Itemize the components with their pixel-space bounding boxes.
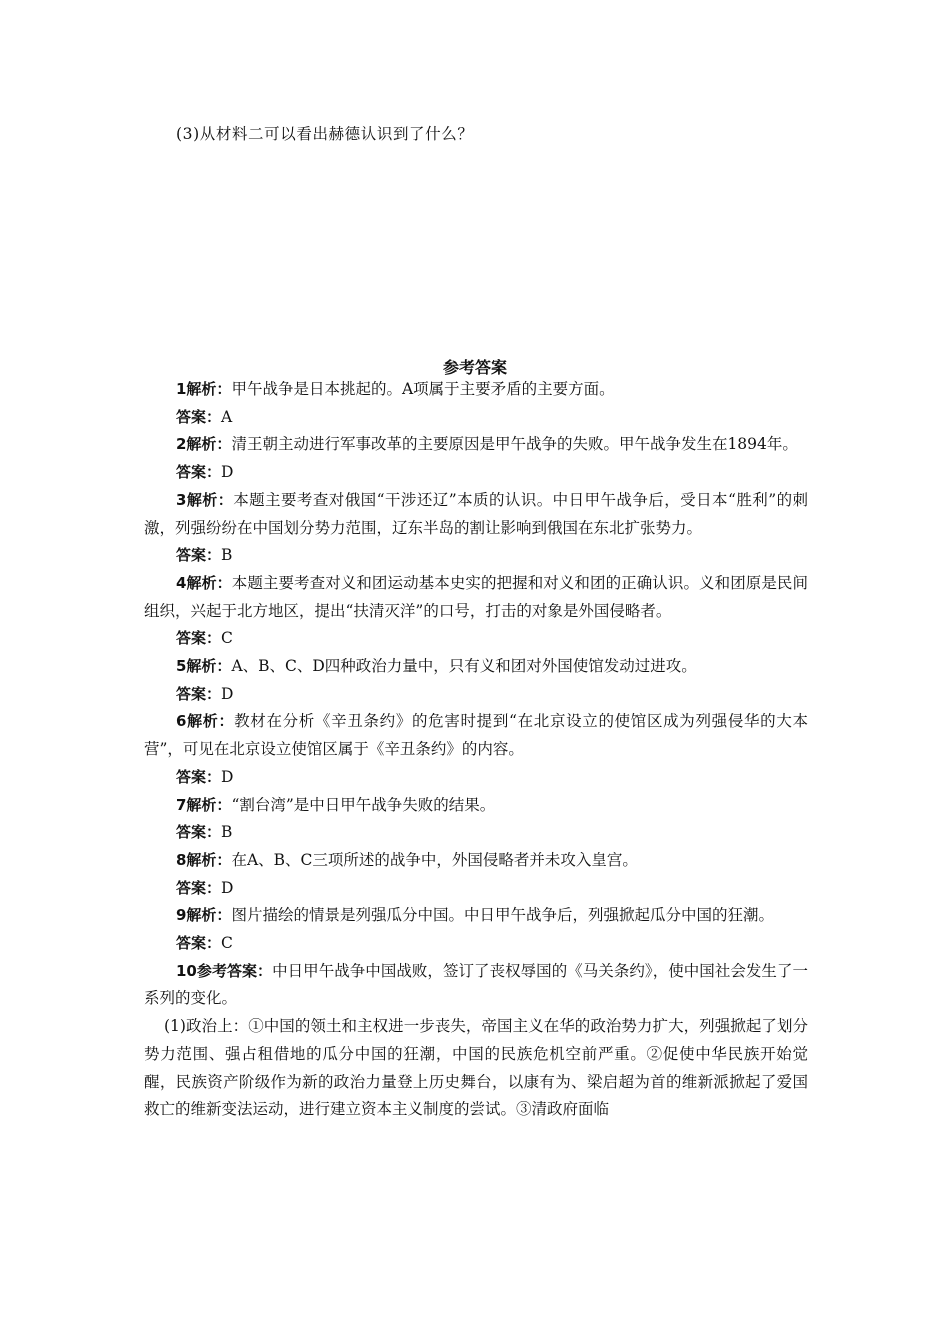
- item-label: 答案：: [176, 629, 222, 648]
- answer-3-analysis: [144, 487, 808, 542]
- item-label: 答案：: [176, 684, 222, 703]
- item-text: A: [221, 407, 233, 426]
- item-label: 10参考答案：: [176, 961, 273, 980]
- item-text: 中日甲午战争中国战败，签订了丧权辱国的《马关条约》，使中国社会发生了一系列的变化。: [144, 961, 809, 1008]
- item-text: 在A、B、C三项所述的战争中，外国侵略者并未攻入皇宫。: [231, 850, 638, 869]
- item-label: 答案：: [176, 878, 222, 897]
- answer-7-analysis: [144, 792, 808, 820]
- answer-4-key: [144, 625, 808, 653]
- item-label: 答案：: [176, 767, 222, 786]
- answer-5-analysis: [144, 653, 808, 681]
- item-label: 6解析：: [176, 712, 235, 731]
- item-label: 3解析：: [176, 490, 234, 509]
- answer-10-political: [144, 1013, 808, 1124]
- item-label: 5解析：: [176, 657, 232, 676]
- item-text: 本题主要考查对俄国“干涉还辽”本质的认识。中日甲午战争后，受日本“胜利”的刺激，列强纷纷在中国划分势力范围，辽东半岛的割让影响到俄国在东北扩张势力。: [144, 490, 809, 537]
- item-text: B: [221, 823, 233, 842]
- item-text: D: [221, 684, 234, 703]
- item-label: 2解析：: [176, 435, 232, 454]
- item-text: 图片描绘的情景是列强瓜分中国。中日甲午战争后，列强掀起瓜分中国的狂潮。: [231, 906, 774, 925]
- answer-list: [144, 376, 808, 1124]
- item-text: (1)政治上：①中国的领土和主权进一步丧失，帝国主义在华的政治势力扩大，列强掀起了划分势力范围、强占租借地的瓜分中国的狂潮，中国的民族危机空前严重。②促使中华民族开始觉醒，民族资产阶级作为新的政治力量登上历史舞台，以康有为、梁启超为首的维新派掀起了爱国救亡的维新变法运动，进行建立资本主义制度的尝试。③清政府面临: [144, 1017, 808, 1119]
- item-label: 1解析：: [176, 380, 232, 398]
- answer-1-key: [144, 404, 808, 432]
- item-label: 8解析：: [176, 850, 232, 869]
- answers-title: 参考答案: [442, 358, 507, 377]
- answer-5-key: [144, 681, 808, 709]
- item-label: 答案：: [176, 463, 222, 482]
- item-text: D: [221, 463, 234, 482]
- item-text: 清王朝主动进行军事改革的主要原因是甲午战争的失败。甲午战争发生在1894年。: [231, 435, 798, 454]
- answer-8-analysis: [144, 847, 808, 875]
- item-label: 4解析：: [176, 573, 232, 592]
- item-text: D: [221, 767, 234, 786]
- answer-6-analysis: [144, 708, 808, 763]
- answer-8-key: [144, 875, 808, 903]
- item-label: 9解析：: [176, 906, 232, 925]
- answer-3-key: [144, 542, 808, 570]
- item-text: D: [221, 878, 234, 897]
- answer-10-intro: [144, 958, 808, 1013]
- answer-4-analysis: [144, 570, 808, 625]
- answer-9-key: [144, 930, 808, 958]
- answer-2-analysis: [144, 431, 808, 459]
- item-text: 甲午战争是日本挑起的。A项属于主要矛盾的主要方面。: [231, 380, 615, 398]
- item-text: “割台湾”是中日甲午战争失败的结果。: [231, 795, 496, 814]
- item-label: 7解析：: [176, 795, 232, 814]
- item-label: 答案：: [176, 546, 222, 565]
- item-text: C: [221, 934, 233, 953]
- item-text: A、B、C、D四种政治力量中，只有义和团对外国使馆发动过进攻。: [231, 657, 697, 676]
- item-label: 答案：: [176, 407, 222, 426]
- item-label: 答案：: [176, 934, 222, 953]
- item-text: B: [221, 546, 233, 565]
- answer-2-key: [144, 459, 808, 487]
- answer-1-analysis: [144, 376, 808, 404]
- item-text: 教材在分析《辛丑条约》的危害时提到“在北京设立的使馆区成为列强侵华的大本营”，可见在北京设立使馆区属于《辛丑条约》的内容。: [144, 712, 808, 759]
- item-text: 本题主要考查对义和团运动基本史实的把握和对义和团的正确认识。义和团原是民间组织，兴起于北方地区，提出“扶清灭洋”的口号，打击的对象是外国侵略者。: [144, 573, 808, 620]
- answer-9-analysis: [144, 902, 808, 930]
- item-label: 答案：: [176, 823, 222, 842]
- answer-7-key: [144, 819, 808, 847]
- question-3: (3)从材料二可以看出赫德认识到了什么？: [176, 125, 474, 143]
- item-text: C: [221, 629, 233, 648]
- answer-6-key: [144, 764, 808, 792]
